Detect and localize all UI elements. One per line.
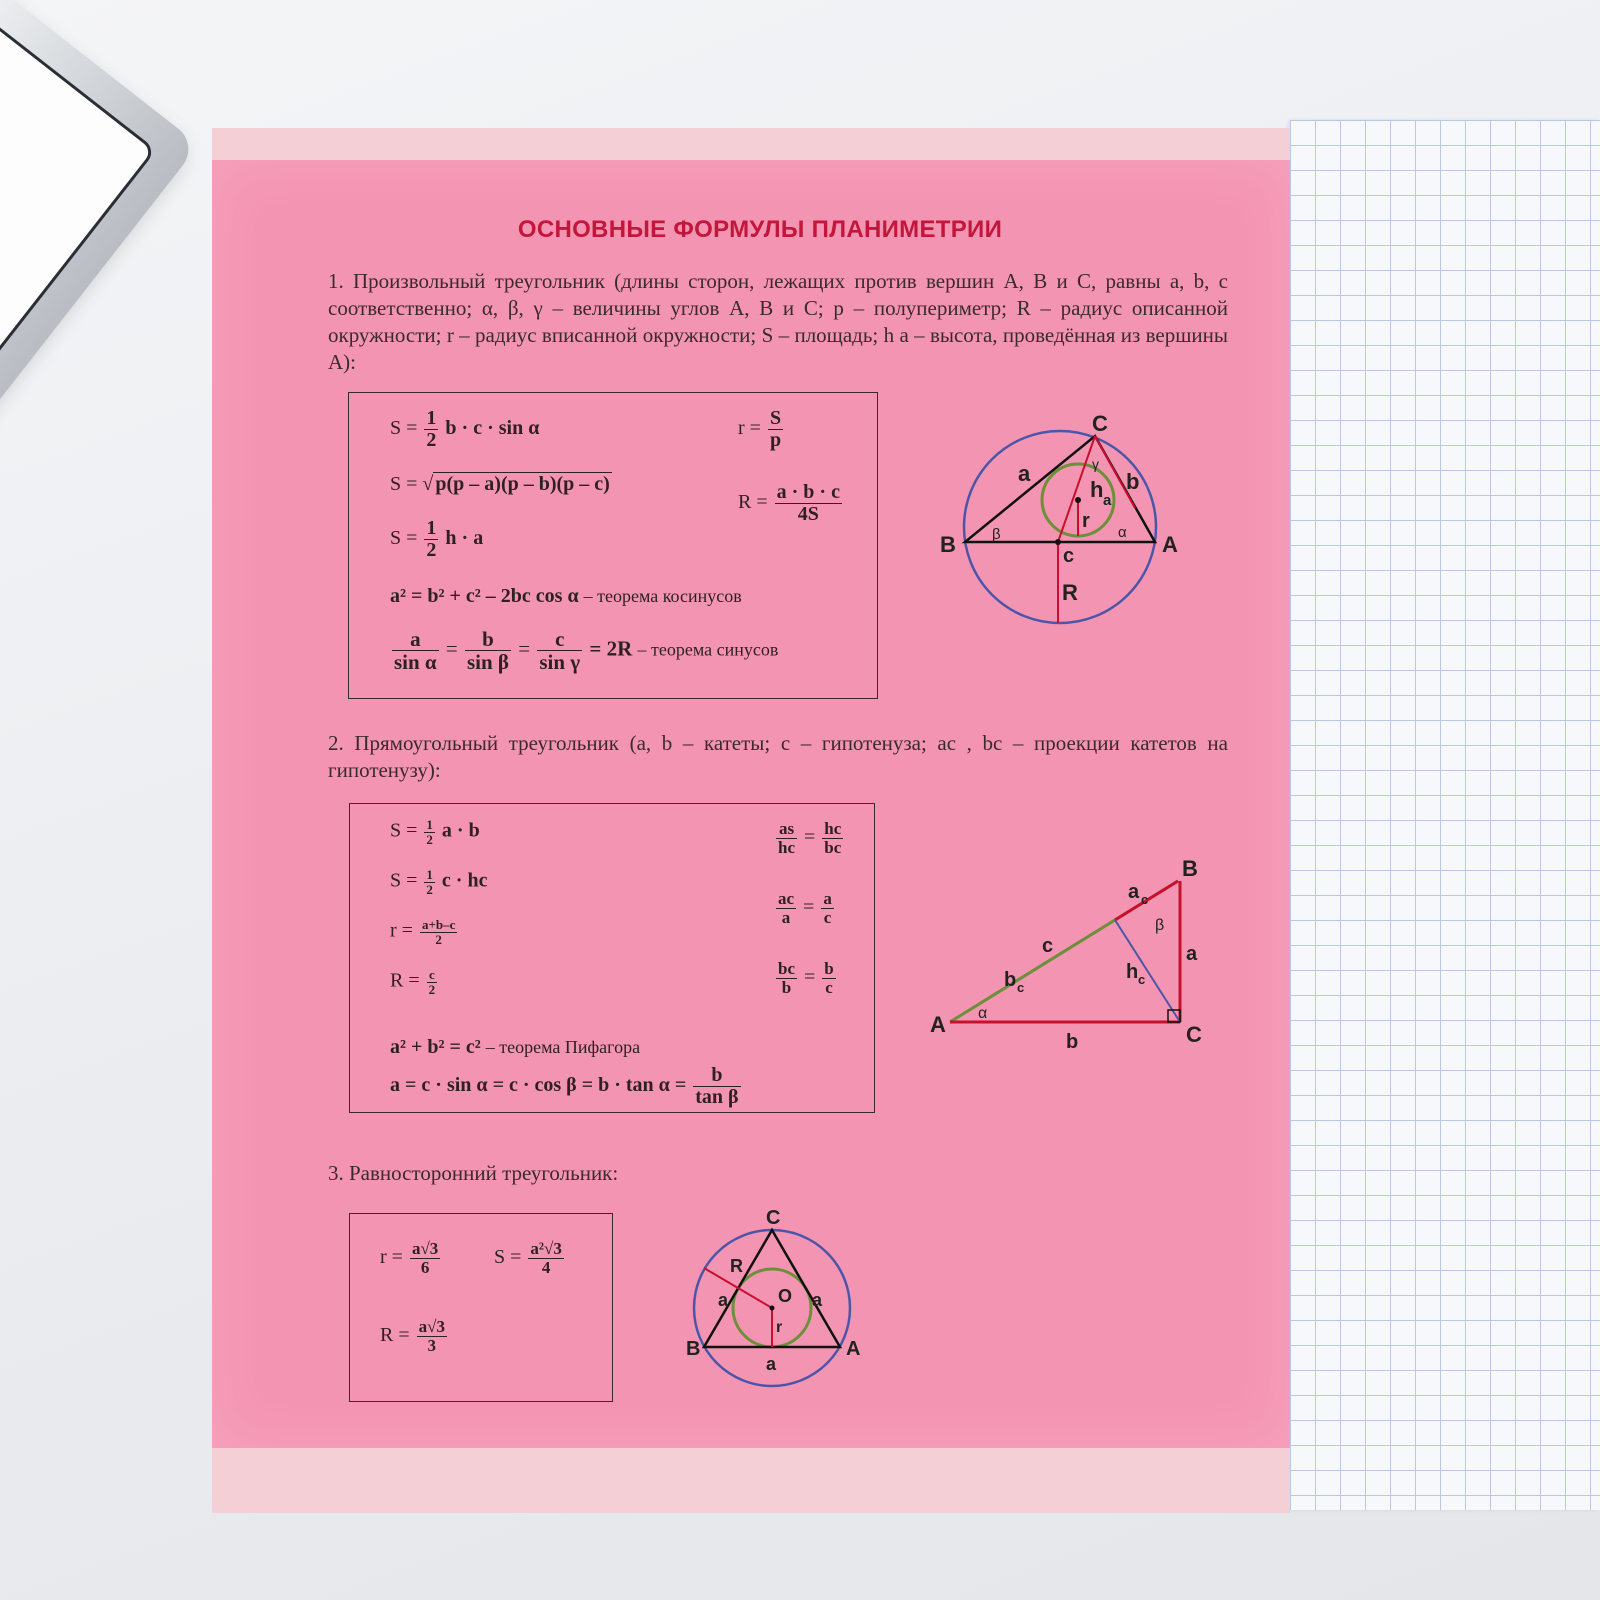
- s2-formula-area-height: [390, 868, 487, 896]
- s1-formula-sine-law: [390, 628, 778, 673]
- s2-f3-num: a+b–c: [421, 917, 456, 932]
- s2-f6-den: tan β: [695, 1086, 739, 1108]
- s1-f6-den: p: [769, 429, 782, 451]
- label-R: R: [730, 1256, 743, 1276]
- label-C: C: [766, 1207, 781, 1229]
- s3-formula-inradius: [380, 1240, 442, 1277]
- s1-f1-lhs: S =: [390, 417, 418, 440]
- notebook-grid-page: [1290, 120, 1600, 1510]
- s2-f3-den: 2: [420, 932, 457, 947]
- s1-formula-cosine-law: [390, 585, 742, 608]
- s1-f3-num: 1: [426, 517, 437, 539]
- s2-f8-d2: c: [821, 908, 834, 927]
- s3-f1-frac: [410, 1240, 440, 1277]
- label-ac: a: [1128, 881, 1140, 903]
- label-h-sub: a: [1103, 492, 1112, 509]
- label-C: C: [1092, 411, 1108, 436]
- label-a-bottom: a: [766, 1354, 777, 1374]
- s2-f7-frac2: [822, 820, 843, 857]
- label-B: B: [1182, 856, 1198, 881]
- label-bc: b: [1004, 969, 1017, 991]
- label-bc-sub: c: [1017, 980, 1025, 995]
- s2-f6-formula: a = c · sin α = c · cos β = b · tan α =: [390, 1074, 687, 1097]
- s1-formula-circumradius: [738, 482, 844, 525]
- s3-f1-num: a√3: [411, 1239, 439, 1258]
- label-c: c: [1063, 545, 1075, 567]
- s3-f2-lhs: S =: [494, 1245, 522, 1268]
- s2-f7-eq: =: [804, 825, 816, 848]
- s2-f4-den: 2: [428, 981, 436, 997]
- s1-f2-root: √: [422, 473, 434, 495]
- s1-f3-den: 2: [426, 539, 437, 561]
- label-ac-sub: c: [1141, 892, 1149, 907]
- s2-formula-inradius: [390, 918, 459, 946]
- s3-formula-circumradius: [380, 1318, 449, 1355]
- s2-f1-rhs: a · b: [441, 819, 480, 842]
- s1-f5-frac1: [392, 628, 439, 673]
- s2-f2-lhs: S =: [390, 869, 418, 892]
- s2-formula-proj3: [774, 960, 838, 997]
- s2-f1-den: 2: [426, 831, 433, 847]
- s1-formula-area-sin: [390, 408, 539, 451]
- s1-f5-frac3: [537, 628, 582, 673]
- s2-f1-frac: [424, 818, 435, 846]
- s1-f5-note: – теорема синусов: [637, 639, 779, 660]
- s2-f3-frac: [420, 918, 457, 946]
- s2-f1-num: 1: [426, 817, 433, 832]
- s2-f9-d2: c: [822, 978, 835, 997]
- s3-formula-area: [494, 1240, 566, 1277]
- s2-right-triangle-diagram: [930, 856, 1230, 1070]
- s1-f3-frac: [424, 518, 438, 561]
- s1-f1-frac: [424, 408, 438, 451]
- s1-f7-den: 4S: [775, 503, 842, 525]
- s2-f7-frac1: [776, 820, 797, 857]
- s1-formula-inradius: [738, 408, 785, 451]
- label-A: A: [930, 1012, 946, 1037]
- s2-formula-area: [390, 818, 480, 846]
- s2-f2-den: 2: [426, 881, 433, 897]
- s1-f5-n2: b: [482, 627, 494, 651]
- s1-f5-n1: a: [410, 627, 421, 651]
- s1-f3-lhs: S =: [390, 527, 418, 550]
- label-hc-sub: c: [1138, 972, 1146, 987]
- label-c: c: [1042, 935, 1054, 957]
- label-b: b: [1066, 1031, 1079, 1053]
- s1-f5-d3: sin γ: [539, 650, 581, 675]
- s1-f6-frac: [768, 408, 783, 451]
- s2-f9-n2: b: [824, 959, 834, 978]
- s2-f1-lhs: S =: [390, 819, 418, 842]
- label-b: b: [1126, 469, 1140, 494]
- s2-f7-n1: as: [778, 819, 795, 838]
- page-title: ОСНОВНЫЕ ФОРМУЛЫ ПЛАНИМЕТРИИ: [517, 216, 1003, 243]
- label-A: A: [846, 1338, 861, 1360]
- s2-formula-proj2: [774, 890, 836, 927]
- s2-f2-num: 1: [426, 867, 433, 882]
- s3-f3-num: a√3: [418, 1317, 445, 1336]
- s2-formula-circumradius: [390, 968, 439, 996]
- s2-f3-lhs: r =: [390, 919, 413, 942]
- s2-f8-n1: ac: [778, 889, 795, 908]
- label-a-right: a: [812, 1290, 823, 1310]
- label-A: A: [1162, 532, 1178, 557]
- s2-f7-d2: bc: [824, 837, 842, 857]
- s3-f2-den: 4: [528, 1258, 563, 1277]
- s1-f6-lhs: r =: [738, 417, 761, 440]
- label-a-left: a: [718, 1290, 729, 1310]
- s2-formula-trig: [390, 1065, 743, 1108]
- s2-f6-num: b: [711, 1064, 723, 1086]
- s2-f9-eq: =: [804, 965, 816, 988]
- s2-f8-d1: a: [776, 908, 796, 927]
- s2-f9-frac1: [776, 960, 797, 997]
- s2-f2-frac: [424, 868, 435, 896]
- s1-f7-lhs: R =: [738, 491, 768, 514]
- label-a: a: [1186, 943, 1198, 965]
- s2-f4-num: c: [428, 967, 435, 982]
- label-B: B: [686, 1338, 701, 1360]
- s1-f5-d1: sin α: [394, 650, 437, 675]
- label-alpha: α: [978, 1005, 988, 1022]
- label-h: h: [1090, 477, 1104, 502]
- s2-formula-proj1: [774, 820, 845, 857]
- s1-formula-area-height: [390, 518, 483, 561]
- s1-triangle-diagram: [940, 411, 1200, 645]
- label-r: r: [1082, 510, 1090, 532]
- label-alpha: α: [1118, 524, 1127, 541]
- section1-intro: 1. Произвольный треугольник (длины сторон, лежащих против вершин A, B и C, равны a, b, c соответственно; α, β, γ – величины углов A, B и C; p – полупериметр; R – радиус описанной окружности; r – радиус вписанной окружности; S – площадь; h a – высота, проведённая из вершины A):: [328, 269, 1228, 374]
- s1-f3-rhs: h · a: [445, 527, 484, 550]
- s1-f5-rhs: = 2R: [589, 636, 633, 661]
- s1-f4-note: – теорема косинусов: [583, 586, 742, 606]
- s1-f2-lhs: S =: [390, 473, 418, 495]
- s2-f5-note: – теорема Пифагора: [485, 1037, 641, 1057]
- s2-f8-n2: a: [823, 889, 832, 908]
- s1-f5-d2: sin β: [467, 650, 509, 675]
- s1-f1-num: 1: [426, 407, 437, 429]
- circumcenter-dot: [1055, 539, 1061, 545]
- s3-f1-lhs: r =: [380, 1245, 403, 1268]
- label-C: C: [1186, 1022, 1202, 1047]
- label-a: a: [1018, 461, 1031, 486]
- s1-f2-radicand: p(p – a)(p – b)(p – c): [435, 473, 610, 495]
- s2-f7-d1: hc: [778, 837, 795, 857]
- s2-f4-frac: [427, 968, 438, 996]
- s2-f9-n1: bc: [778, 959, 795, 978]
- s1-f5-eq1: =: [445, 636, 458, 661]
- s2-f9-frac2: [822, 960, 835, 997]
- s3-f2-frac: [528, 1240, 563, 1277]
- s2-f5-formula: a² + b² = c²: [390, 1036, 481, 1058]
- label-gamma: γ: [1092, 456, 1099, 472]
- s1-f7-frac: [775, 482, 842, 525]
- s3-equilateral-triangle-diagram: [670, 1207, 870, 1400]
- incenter-dot: [1075, 497, 1081, 503]
- section2-intro: 2. Прямоугольный треугольник (a, b – катеты; c – гипотенуза; aс , bс – проекции катетов на гипотенузу):: [328, 731, 1228, 782]
- s2-f6-frac: [693, 1065, 740, 1108]
- s3-f3-lhs: R =: [380, 1323, 410, 1346]
- s3-f1-den: 6: [410, 1258, 440, 1277]
- height-hc: [1115, 920, 1180, 1022]
- s2-f8-frac2: [821, 890, 834, 927]
- s3-f2-num: a²√3: [530, 1239, 562, 1258]
- label-beta: β: [992, 526, 1001, 543]
- center-dot: [770, 1306, 775, 1311]
- label-beta: β: [1155, 917, 1165, 934]
- label-B: B: [940, 532, 956, 557]
- s2-f4-lhs: R =: [390, 969, 420, 992]
- s1-f5-eq2: =: [518, 636, 531, 661]
- s2-f8-eq: =: [803, 895, 815, 918]
- s2-f8-frac1: [776, 890, 796, 927]
- s2-f9-d1: b: [776, 978, 797, 997]
- s2-f7-n2: hc: [824, 819, 842, 838]
- s1-formula-heron: [390, 473, 612, 496]
- s1-f5-n3: c: [555, 627, 565, 651]
- label-O: O: [778, 1286, 793, 1306]
- s1-f5-frac2: [465, 628, 511, 673]
- label-R: R: [1062, 580, 1078, 605]
- label-r: r: [776, 1319, 783, 1336]
- s1-f1-rhs: b · c · sin α: [445, 417, 540, 440]
- s1-f4-formula: a² = b² + c² – 2bc cos α: [390, 585, 579, 607]
- s2-formula-pythagoras: [390, 1036, 640, 1059]
- section3-intro: 3. Равносторонний треугольник:: [328, 1161, 619, 1185]
- label-hc: h: [1126, 961, 1139, 983]
- s3-f3-den: 3: [417, 1336, 447, 1355]
- s1-f6-num: S: [769, 407, 782, 429]
- s3-f3-frac: [417, 1318, 447, 1355]
- s1-f1-den: 2: [426, 429, 437, 451]
- s2-f2-rhs: c · hc: [441, 869, 488, 892]
- s1-f7-num: a · b · c: [776, 481, 840, 503]
